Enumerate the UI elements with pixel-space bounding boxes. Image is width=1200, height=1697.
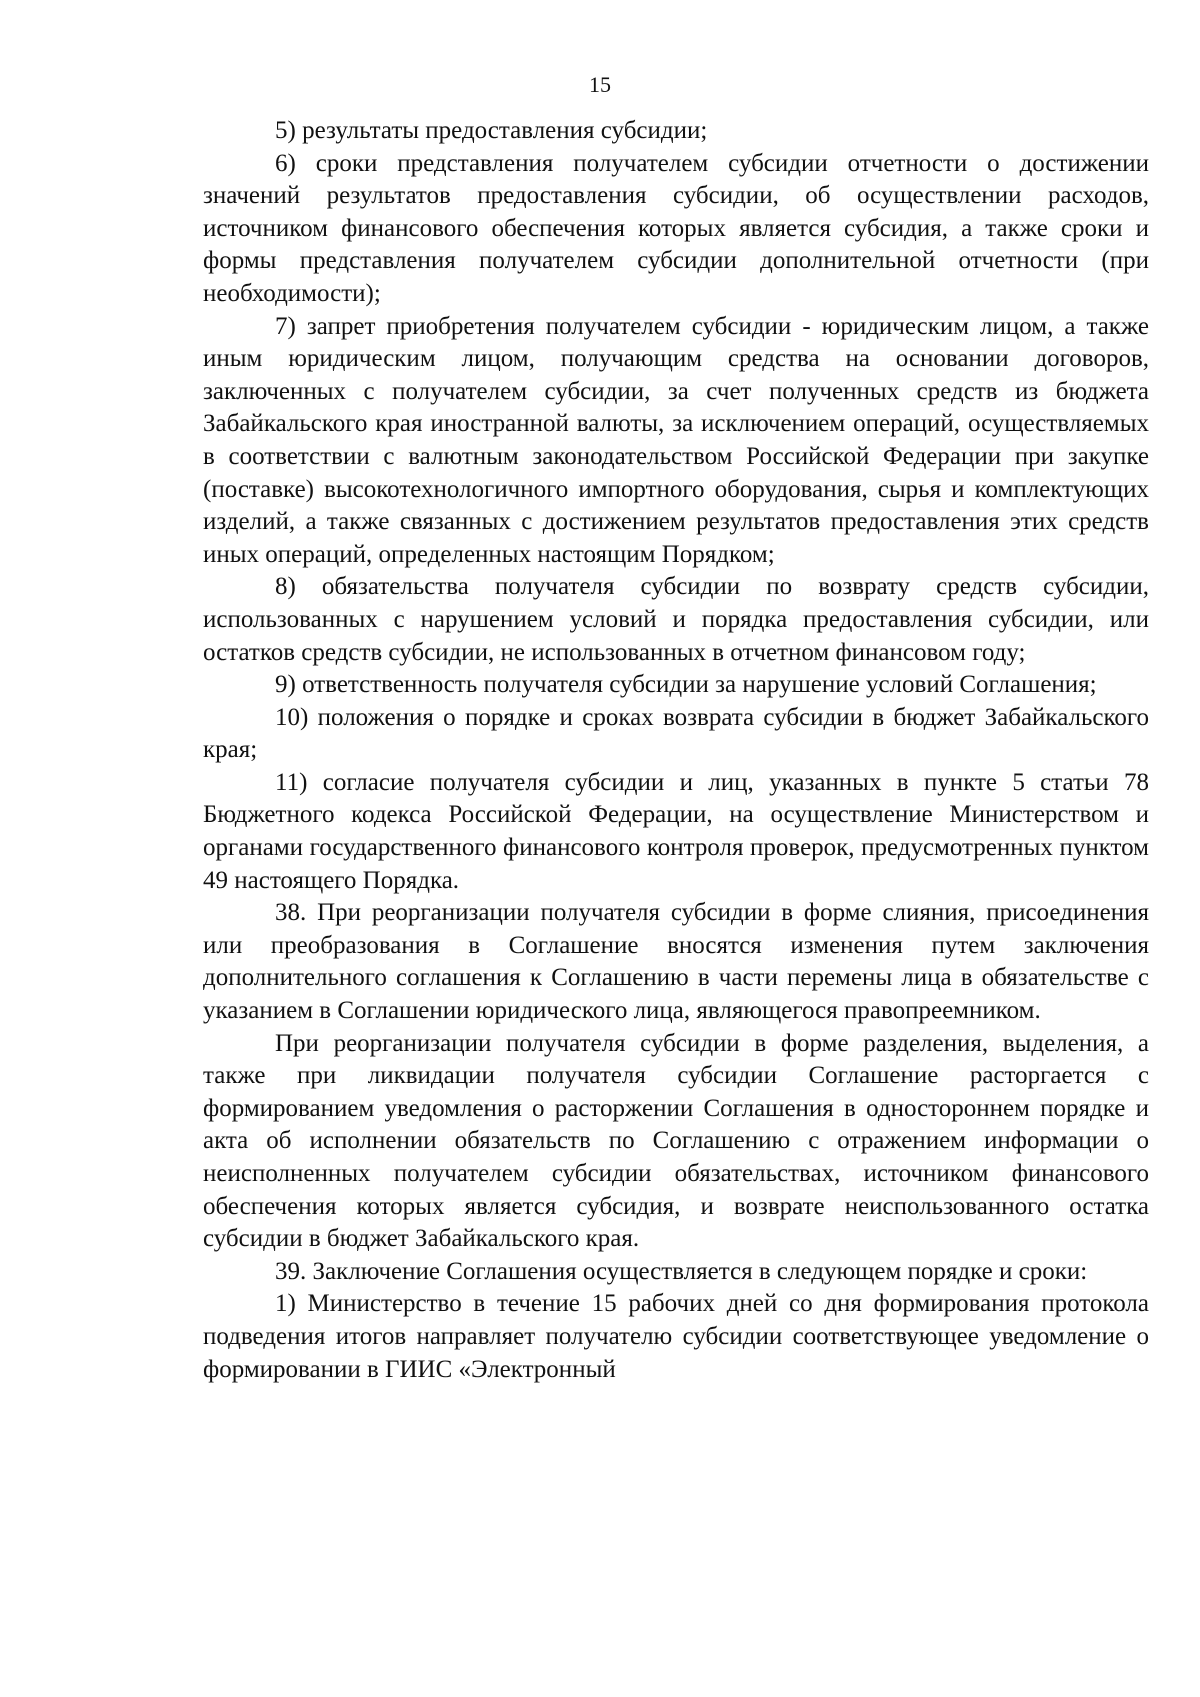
clause-39-item-1: 1) Министерство в течение 15 рабочих дней со дня формирования протокола подведения итогов направляет получателю субсидии соответствующее уведомление о формировании в ГИИС «Электронный [203,1290,1149,1383]
page-number: 15 [589,72,611,97]
list-item-10: 10) положения о порядке и сроках возврата субсидии в бюджет Забайкальского края; [203,703,1149,764]
list-item-7: 7) запрет приобретения получателем субсидии - юридическим лицом, а также иным юридическим лицом, получающим средства на основании договоров, заключенных с получателем субсидии, за счет полученных средств из бюджета Забайкальского края иностранной валюты, за исключением операций, осуществляемых в соответствии с валютным законодательством Российской Федерации при закупке (поставке) высокотехнологичного импортного оборудования, сырья и комплектующих изделий, а также связанных с достижением результатов предоставления этих средств иных операций, определенных настоящим Порядком; [203,312,1149,568]
document-body [203,115,1149,1386]
list-item-11: 11) согласие получателя субсидии и лиц, указанных в пункте 5 статьи 78 Бюджетного кодекса Российской Федерации, на осуществление Министерством и органами государственного финансового контроля проверок, предусмотренных пунктом 49 настоящего Порядка. [203,768,1149,894]
list-item-9: 9) ответственность получателя субсидии за нарушение условий Соглашения; [275,671,1097,699]
clause-38: 38. При реорганизации получателя субсидии в форме слияния, присоединения или преобразования в Соглашение вносятся изменения путем заключения дополнительного соглашения к Соглашению в части перемены лица в обязательстве с указанием в Соглашении юридического лица, являющегося правопреемником. [203,899,1149,1025]
list-item-6: 6) сроки представления получателем субсидии отчетности о достижении значений результатов предоставления субсидии, об осуществлении расходов, источником финансового обеспечения которых является субсидия, а также сроки и формы представления получателем субсидии дополнительной отчетности (при необходимости); [203,149,1149,307]
list-item-5: 5) результаты предоставления субсидии; [275,117,708,144]
clause-38-continuation: При реорганизации получателя субсидии в форме разделения, выделения, а также при ликвидации получателя субсидии Соглашение расторгается с формированием уведомления о расторжении Соглашения в одностороннем порядке и акта об исполнении обязательств по Соглашению с отражением информации о неисполненных получателем субсидии обязательствах, источником финансового обеспечения которых является субсидия, и возврате неиспользованного остатка субсидии в бюджет Забайкальского края. [203,1029,1149,1253]
list-item-8: 8) обязательства получателя субсидии по возврату средств субсидии, использованных с нарушением условий и порядка предоставления субсидии, или остатков средств субсидии, не использованных в отчетном финансовом году; [203,573,1149,666]
clause-39: 39. Заключение Соглашения осуществляется в следующем порядке и сроки: [275,1257,1088,1285]
